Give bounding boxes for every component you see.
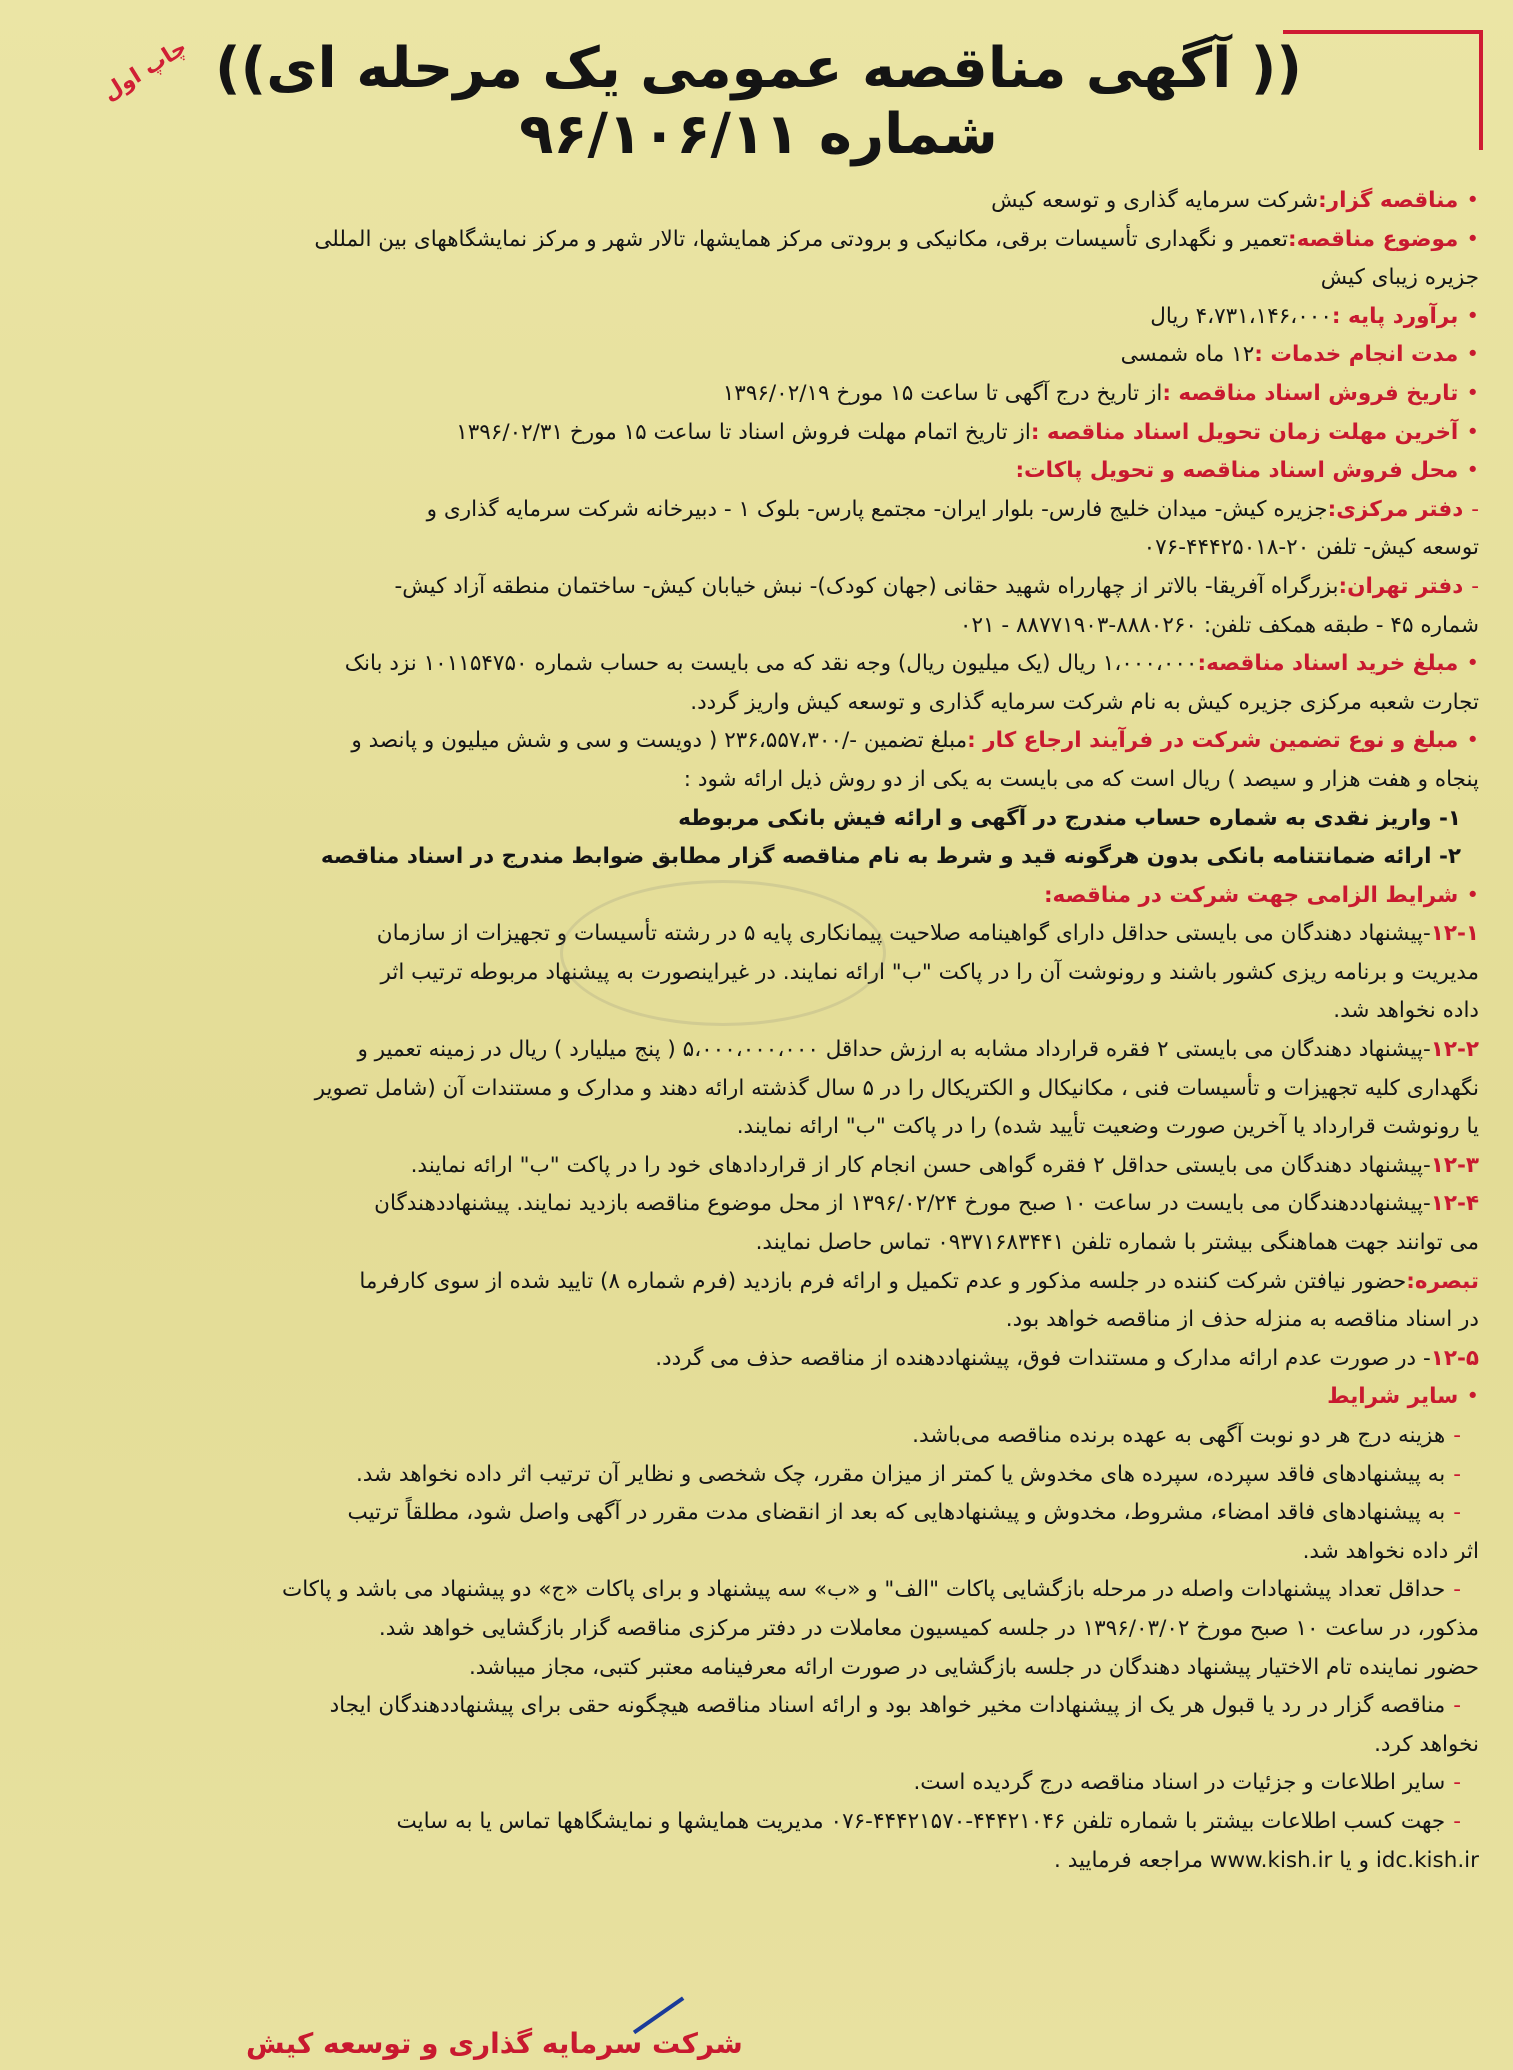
other-1: -هزینه درج هر دو نوبت آگهی به عهده برنده مناقصه می‌باشد. <box>912 1423 1461 1448</box>
condition-12-2-cont2: یا رونوشت قرارداد یا آخرین صورت وضعیت تأیید شده) را در پاکت "ب" ارائه نمایند. <box>736 1114 1479 1140</box>
central-office-row-cont: توسعه کیش- تلفن ۲۰-۴۴۴۲۵۰۱۸-۰۷۶ <box>1143 535 1479 561</box>
guarantee-row-cont: پنجاه و هفت هزار و سیصد ) ریال است که می بایست به یکی از دو روش ذیل ارائه شود : <box>683 766 1479 792</box>
guarantee-row: •مبلغ و نوع تضمین شرکت در فرآیند ارجاع کار :مبلغ تضمین -/۲۳۶،۵۵۷،۳۰۰ ( دویست و سی و شش میلیون و پانصد و <box>351 728 1479 754</box>
condition-12-1: ۱۲-۱-پیشنهاد دهندگان می بایستی حداقل دارای گواهینامه صلاحیت پیمانکاری پایه ۵ در رشته تأسیسات و تجهیزات از سازمان <box>376 921 1479 947</box>
company-signature: شرکت سرمایه گذاری و توسعه کیش <box>246 2027 743 2060</box>
subject-row-cont: جزیره زیبای کیش <box>1320 265 1479 291</box>
other-3: -به پیشنهادهای فاقد امضاء، مشروط، مخدوش و پیشنهادهایی که بعد از انقضای مدت مقرر در آگهی واصل شود، مطلقاً ترتیب <box>347 1500 1461 1526</box>
condition-12-5: ۱۲-۵- در صورت عدم ارائه مدارک و مستندات فوق، پیشنهاددهنده از مناقصه حذف می گردد. <box>655 1345 1479 1371</box>
tehran-office-row-cont: شماره ۴۵ - طبقه همکف تلفن: ۸۸۸۰۲۶۰-۸۸۷۷۱۹۰۳ - ۰۲۱ <box>959 612 1479 638</box>
note-row: تبصره:حضور نیافتن شرکت کننده در جلسه مذکور و عدم تکمیل و ارائه فرم بازدید (فرم شماره ۸) تایید شده از سوی کارفرما <box>359 1268 1479 1294</box>
other-5: -مناقصه گزار در رد یا قبول هر یک از پیشنهادات مخیر خواهد بود و ارائه اسناد مناقصه هیچگونه حقی برای پیشنهاددهندگان ایجاد <box>329 1693 1461 1719</box>
conditions-heading: •شرایط الزامی جهت شرکت در مناقصه: <box>1043 882 1479 908</box>
other-4-cont2: حضور نماینده تام الاختیار پیشنهاد دهندگان در جلسه بازگشایی در صورت ارائه معرفینامه معتبر کتبی، مجاز میباشد. <box>468 1654 1479 1680</box>
other-4-cont: مذکور، در ساعت ۱۰ صبح مورخ ۱۳۹۶/۰۳/۰۲ در جلسه کمیسیون معاملات در دفتر مرکزی مناقصه گزار بازگشایی خواهد شد. <box>378 1615 1479 1641</box>
condition-12-2-cont: نگهداری کلیه تجهیزات و تأسیسات فنی ، مکانیکال و الکتریکال را در ۵ سال گذشته ارائه دهند و مدارک و مستندات آن (شامل تصویر <box>314 1075 1479 1101</box>
sale-date-row: •تاریخ فروش اسناد مناقصه :از تاریخ درج آگهی تا ساعت ۱۵ مورخ ۱۳۹۶/۰۲/۱۹ <box>722 380 1479 406</box>
condition-12-2: ۱۲-۲-پیشنهاد دهندگان می بایستی ۲ فقره قرارداد مشابه به ارزش حداقل ۵،۰۰۰،۰۰۰،۰۰۰ ( پنج میلیارد ) ریال در زمینه تعمیر و <box>357 1037 1479 1063</box>
condition-12-4-cont: می توانند جهت هماهنگی بیشتر با شماره تلفن ۰۹۳۷۱۶۸۳۴۴۱ تماس حاصل نمایند. <box>755 1230 1479 1256</box>
red-border-side <box>1479 30 1483 150</box>
condition-12-3: ۱۲-۳-پیشنهاد دهندگان می بایستی حداقل ۲ فقره گواهی حسن انجام کار از قراردادهای خود را در پاکت "ب" ارائه نمایند. <box>410 1152 1479 1178</box>
place-heading: •محل فروش اسناد مناقصه و تحویل پاکات: <box>1015 458 1479 484</box>
first-print-stamp: چاپ اول <box>98 34 192 107</box>
other-6: -سایر اطلاعات و جزئیات در اسناد مناقصه درج گردیده است. <box>913 1770 1461 1796</box>
other-4: -حداقل تعداد پیشنهادات واصله در مرحله بازگشایی پاکات "الف" و «ب» سه پیشنهاد و برای پاکات «ج» دو پیشنهاد می باشد و پاکات <box>281 1577 1461 1603</box>
condition-12-1-cont2: داده نخواهد شد. <box>1333 998 1479 1024</box>
purchase-row-cont: تجارت شعبه مرکزی جزیره کیش به نام شرکت سرمایه گذاری و توسعه کیش واریز گردد. <box>690 689 1479 715</box>
other-7-cont: idc.kish.ir و یا www.kish.ir مراجعه فرمایید . <box>1054 1847 1479 1873</box>
central-office-row: -دفتر مرکزی:جزیره کیش- میدان خلیج فارس- بلوار ایران- مجتمع پارس- بلوک ۱ - دبیرخانه شرکت سرمایه گذاری و <box>426 496 1479 522</box>
note-row-cont: در اسناد مناقصه به منزله حذف از مناقصه خواهد بود. <box>1005 1307 1479 1333</box>
other-5-cont: نخواهد کرد. <box>1374 1731 1479 1757</box>
notice-title: (( آگهی مناقصه عمومی یک مرحله ای)) <box>215 36 1302 101</box>
method-2: ۲- ارائه ضمانتنامه بانکی بدون هرگونه قید و شرط به نام مناقصه گزار مطابق ضوابط مندرج در اسناد مناقصه <box>320 844 1461 870</box>
other-3-cont: اثر داده نخواهد شد. <box>1302 1538 1479 1564</box>
duration-row: •مدت انجام خدمات :۱۲ ماه شمسی <box>1120 342 1479 368</box>
notice-number: شماره ۹۶/۱۰۶/۱۱ <box>519 102 998 167</box>
handwritten-signature-mark <box>616 1972 685 2034</box>
estimate-row: •برآورد پایه :۴،۷۳۱،۱۴۶،۰۰۰ ریال <box>1150 303 1479 329</box>
other-2: -به پیشنهادهای فاقد سپرده، سپرده های مخدوش یا کمتر از میزان مقرر، چک شخصی و نظایر آن ترتیب اثر داده نخواهد شد. <box>355 1461 1461 1487</box>
watermark-seal <box>560 880 886 1026</box>
other-7: -جهت کسب اطلاعات بیشتر با شماره تلفن ۴۴۴۲۱۰۴۶-۴۴۴۲۱۵۷۰-۰۷۶ مدیریت همایشها و نمایشگاهها تماس یا به سایت <box>396 1808 1461 1834</box>
condition-12-1-cont: مدیریت و برنامه ریزی کشور باشند و رونوشت آن را در پاکت "ب" ارائه نمایند. در غیراینصورت به پیشنهاد مربوطه ترتیب اثر <box>380 959 1479 985</box>
tehran-office-row: -دفتر تهران:بزرگراه آفریقا- بالاتر از چهارراه شهید حقانی (جهان کودک)- نبش خیابان کیش- ساختمان منطقه آزاد کیش- <box>394 573 1479 599</box>
deadline-row: •آخرین مهلت زمان تحویل اسناد مناقصه :از تاریخ اتمام مهلت فروش اسناد تا ساعت ۱۵ مورخ ۱۳۹۶/۰۲/۳۱ <box>456 419 1479 445</box>
other-heading: •سایر شرایط <box>1327 1384 1479 1410</box>
subject-row: •موضوع مناقصه:تعمیر و نگهداری تأسیسات برقی، مکانیکی و برودتی مرکز همایشها، تالار شهر و مرکز نمایشگاههای بین المللی <box>314 226 1479 252</box>
condition-12-4: ۱۲-۴-پیشنهاددهندگان می بایست در ساعت ۱۰ صبح مورخ ۱۳۹۶/۰۲/۲۴ از محل موضوع مناقصه بازدید نمایند. پیشنهاددهندگان <box>374 1191 1479 1217</box>
purchase-row: •مبلغ خرید اسناد مناقصه:۱،۰۰۰،۰۰۰ ریال (یک میلیون ریال) وجه نقد که می بایست به حساب شماره ۱۰۱۱۵۴۷۵۰ نزد بانک <box>344 651 1479 677</box>
red-border-top <box>1283 30 1483 34</box>
organizer-row: •مناقصه گزار:شرکت سرمایه گذاری و توسعه کیش <box>991 188 1479 213</box>
method-1: ۱- واریز نقدی به شماره حساب مندرج در آگهی و ارائه فیش بانکی مربوطه <box>678 805 1461 831</box>
